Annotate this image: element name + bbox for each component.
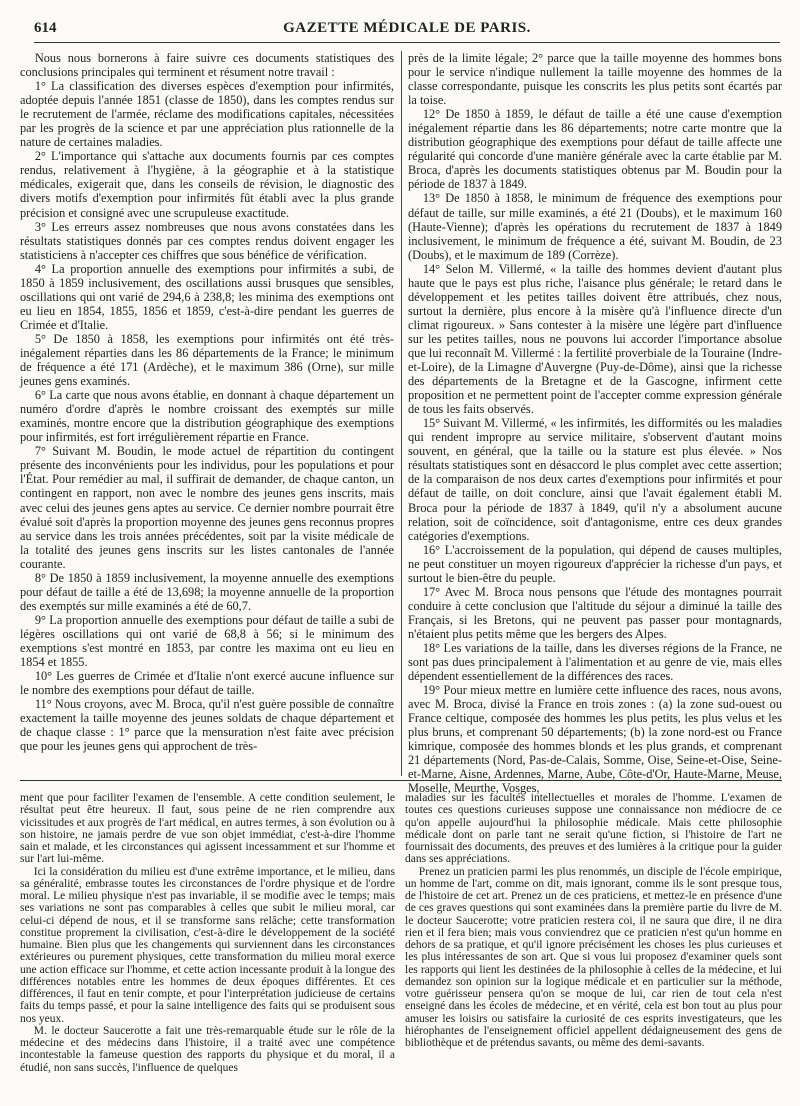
paragraph: 12° De 1850 à 1859, le défaut de taille a été une cause d'exemption inégalement répartie dans les 86 départements; notre carte montre que la distribution géographique des exemptions pour défaut de taille affecte une régularité qui concorde d'une manière générale avec la carte établie par M. Broca, d'après les documents statistiques obtenus par M. Boudin pour la période de 1837 à 1849. [408, 107, 782, 192]
paragraph: 15° Suivant M. Villermé, « les infirmités, les difformités ou les maladies qui rendent impropre au service militaire, s'observent d'autant moins souvent, en général, que la taille ou la stature est plus élevée. » Nos résultats statistiques sont en désaccord le plus complet avec cette assertion; de la comparaison de nos deux cartes d'exemptions pour infirmités et pour défaut de taille, on doit conclure, ainsi que l'avait également établi M. Broca pour la période de 1837 à 1849, qu'il n'y a absolument aucune relation, soit de coïncidence, soit d'antagonisme, entre ces deux grandes catégories d'exemptions. [408, 416, 782, 543]
page-header [34, 18, 780, 43]
paragraph: 9° La proportion annuelle des exemptions pour défaut de taille a subi de légères oscillations qui ont varié de 68,8 à 56; si le minimum des exemptions s'est montré en 1853, par contre les maxima ont eu lieu en 1854 et 1855. [20, 612, 394, 670]
paragraph: 11° Nous croyons, avec M. Broca, qu'il n'est guère possible de connaître exactement la taille moyenne des jeunes soldats de chaque département et de chaque classe : 1° parce que la mensuration n'est faite avec précision que pour les jeunes gens qui approchent de très- [20, 697, 394, 754]
bottom-right-column [405, 792, 782, 1097]
paragraph: 2° L'importance qui s'attache aux documents fournis par ces comptes rendus, relativement à l'hygiène, à la géographie et à la statistique médicales, exigerait que, dans les conseils de révision, le diagnostic des divers motifs d'exemption pour infirmités fût établi avec la plus grande précision et consigné avec une scrupuleuse exactitude. [20, 149, 394, 220]
top-left-column [20, 51, 394, 774]
running-title: GAZETTE MÉDICALE DE PARIS. [283, 20, 531, 36]
paragraph: 19° Pour mieux mettre en lumière cette influence des races, nous avons, avec M. Broca, divisé la France en trois zones : (a) la zone sud-ouest ou France celtique, composée des hommes les plus petits, les plus velus et les plus bruns, et comprenant 50 départements; (b) la zone nord-est ou France kimrique, composée des hommes blonds et les plus grands, et comprenant 21 départements (Nord, Pas-de-Calais, Somme, Oise, Seine-et-Oise, Seine-et-Marne, Aisne, Ardennes, Marne, Aube, Côte-d'Or, Haute-Marne, Meuse, Moselle, Meurthe, Vosges, [408, 683, 782, 796]
paragraph: 16° L'accroissement de la population, qui dépend de causes multiples, ne peut constituer un moyen rigoureux d'apprécier la richesse d'un pays, et surtout le bien-être du peuple. [408, 542, 782, 585]
paragraph: Nous nous bornerons à faire suivre ces documents statistiques des conclusions principales qui terminent et résument notre travail : [20, 51, 394, 80]
paragraph: Ici la considération du milieu est d'une extrême importance, et le milieu, dans sa généralité, embrasse toutes les circonstances de l'ordre physique et de l'ordre moral. Le milieu physique n'est pas invariable, il se modifie avec le temps; mais ses variations ne sont pas comparables à celles que subit le milieu moral, car celui-ci dépend de nous, et il se transforme sans relâche; cette transformation constitue proprement la civilisation, c'est-à-dire le développement de la société humaine. Bien plus que les changements qui surviennent dans les circonstances extérieures ou purement physiques, cette transformation du milieu moral exerce une action efficace sur l'homme, et cette action incessante produit à la longue des différences notables entre les hommes de deux époques différentes. Et ces différences, il faut en tenir compte, et pour l'interprétation judicieuse de certains faits du temps passé, et pour la saine intelligence des faits qui se produisent sous nos yeux. [20, 865, 395, 1025]
paragraph: 8° De 1850 à 1859 inclusivement, la moyenne annuelle des exemptions pour défaut de taille a été de 13,698; la moyenne annuelle de la proportion des exemptés sur mille examinés a été de 60,7. [20, 570, 394, 613]
paragraph: 13° De 1850 à 1858, le minimum de fréquence des exemptions pour défaut de taille, sur mille examinés, a été 21 (Doubs), et le maximum 160 (Haute-Vienne); d'après les opérations du recrutement de 1837 à 1849 inclusivement, le minimum de fréquence a été, suivant M. Boudin, de 23 (Doubs), et le maximum de 189 (Corrèze). [408, 191, 782, 262]
paragraph: M. le docteur Saucerotte a fait une très-remarquable étude sur le rôle de la médecine et des médecins dans l'histoire, il a traité avec une compétence incontestable la fameuse question des rapports du physique et du moral, il a étudié, non sans succès, l'influence de quelques [20, 1024, 395, 1074]
paragraph-continuation: près de la limite légale; 2° parce que la taille moyenne des hommes bons pour le service n'indique nullement la taille moyenne des hommes de la classe correspondante, puisque les conscrits les plus petits sont écartés par la toise. [408, 51, 782, 108]
paragraph: 5° De 1850 à 1858, les exemptions pour infirmités ont été très-inégalement réparties dans les 86 départements de la France; le minimum de fréquence a été 171 (Ardèche), et le maximum 386 (Orne), sur mille jeunes gens examinés. [20, 331, 394, 389]
paragraph: 6° La carte que nous avons établie, en donnant à chaque département un numéro d'ordre d'après le nombre croissant des exemptés sur mille examinés, montre encore que la distribution géographique des exemptions pour infirmités, est fort irrégulièrement répartie en France. [20, 388, 394, 445]
paragraph-continuation: maladies sur les facultés intellectuelles et morales de l'homme. L'examen de toutes ces questions curieuses suppose une connaissance non médiocre de ce qu'on appelle aujourd'hui la philosophie médicale. Mais cette philosophie médicale dont on parle tant ne serait qu'une fiction, si l'histoire de l'art ne fournissait des documents, des preuves et des lumières à la critique pour la guider dans ses appréciations. [405, 792, 782, 866]
paragraph: 3° Les erreurs assez nombreuses que nous avons constatées dans les résultats statistiques donnés par ces comptes rendus doivent engager les statisticiens à n'accepter ces chiffres que sous bénéfice de vérification. [20, 219, 394, 262]
paragraph: 4° La proportion annuelle des exemptions pour infirmités a subi, de 1850 à 1859 inclusivement, des oscillations aussi brusques que sensibles, oscillations qui ont varié de 294,6 à 238,8; les minima des exemptions ont eu lieu en 1854, 1855, 1856 et 1859, c'est-à-dire pendant les guerres de Crimée et d'Italie. [20, 261, 394, 332]
paragraph: 10° Les guerres de Crimée et d'Italie n'ont exercé aucune influence sur le nombre des exemptions pour défaut de taille. [20, 669, 394, 698]
column-divider [401, 51, 402, 776]
page-number: 614 [34, 20, 57, 36]
paragraph: 7° Suivant M. Boudin, le mode actuel de répartition du contingent présente des inconvénients pour les individus, pour les populations et pour l'État. Pour remédier au mal, il suffirait de demander, de chaque canton, un contingent en rapport, non avec le nombre des jeunes gens inscrits, mais avec celui des jeunes gens aptes au service. Ce dernier nombre pourrait être évalué soit d'après la proportion moyenne des jeunes gens reconnus propres au service dans les trois années précédentes, soit par la visite médicale de la totalité des jeunes gens inscrits sur les listes cantonales de l'année courante. [20, 444, 394, 571]
bottom-left-column [20, 792, 395, 1097]
paragraph: 17° Avec M. Broca nous pensons que l'étude des montagnes pourrait conduire à cette conclusion que l'altitude du séjour a diminué la taille des Français, si les Bretons, qui ne peuvent pas passer pour montagnards, n'étaient plus petits même que les bergers des Alpes. [408, 584, 782, 641]
paragraph: 18° Les variations de la taille, dans les diverses régions de la France, ne sont pas dues principalement à l'alimentation et au genre de vie, mais elles dépendent essentiellement de la différences des races. [408, 640, 782, 684]
top-right-column [408, 51, 782, 796]
paragraph-continuation: ment que pour faciliter l'examen de l'ensemble. A cette condition seulement, le résultat peut être heureux. Il faut, sous peine de ne rien comprendre aux vicissitudes et aux progrès de l'art médical, en autres termes, à son évolution ou à son histoire, ne jamais perdre de vue son objet immédiat, c'est-à-dire l'homme sain et malade, et les circonstances qui agissent incessamment et sur l'homme et sur l'art lui-même. [20, 792, 395, 866]
paragraph: 1° La classification des diverses espèces d'exemption pour infirmités, adoptée depuis l'année 1851 (classe de 1850), dans les comptes rendus sur le recrutement de l'armée, réclame des modifications capitales, nécessitées par les progrès de la science et par une appréciation plus rationnelle de la nature de certaines maladies. [20, 79, 394, 150]
paragraph: 14° Selon M. Villermé, « la taille des hommes devient d'autant plus haute que le pays est plus riche, l'aisance plus générale; le retard dans le développement et les petites tailles doivent être attribués, chez nous, surtout la dernière, plus encore à la misère qu'à l'influence directe d'un climat rigoureux. » Sans contester à la misère une légère part d'influence sur les petites tailles, nous ne pouvons lui accorder l'importance absolue que lui reconnaît M. Villermé : la fertilité proverbiale de la Touraine (Indre-et-Loire), de la Limagne d'Auvergne (Puy-de-Dôme), ainsi que la richesse des départements de la Bretagne et de la Gascogne, infirment cette proposition et ne permettent point de l'accepter comme expression générale de tous les faits observés. [408, 261, 782, 417]
section-divider [20, 780, 782, 781]
paragraph: Prenez un praticien parmi les plus renommés, un disciple de l'école empirique, un homme de l'art, comme on dit, mais ignorant, comme ils le sont presque tous, de l'histoire de cet art. Prenez un de ces praticiens, et mettez-le en présence d'une de ces graves questions qui sont examinées dans la première partie du livre de M. le docteur Saucerotte; votre praticien restera coi, il ne saura que dire, il ne dira rien et il fera bien; mais vous conviendrez que ce praticien n'est qu'un homme en dehors de sa pratique, et qu'il ignore précisément les choses les plus curieuses et les plus intéressantes de son art. Que si vous lui proposez d'examiner quels sont les rapports qui lient les destinées de la philosophie à celles de la médecine, et lui demandez son opinion sur la logique médicale et en particulier sur la méthode, votre guérisseur pensera qu'on se moque de lui, car rien de tout cela n'est enseigné dans les écoles de médecine, et en vérité, cela est bon tout au plus pour amuser les loisirs ou satisfaire la curiosité de ces esprits investigateurs, que les hiérophantes de l'enseignement officiel appellent dédaigneusement des gens de bibliothèque et de prétendus savants, ou même des demi-savants. [405, 865, 782, 1049]
